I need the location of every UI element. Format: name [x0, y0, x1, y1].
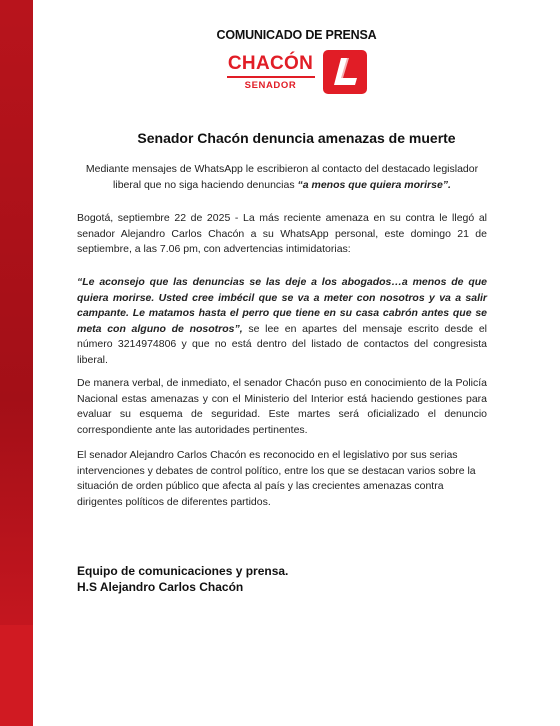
signature-name: H.S Alejandro Carlos Chacón	[77, 580, 244, 594]
logo-text	[227, 54, 315, 91]
threat-quote: “Le aconsejo que las denuncias se las deje a los abogados…a menos de que quiera morirse. Usted cree imbécil que se va a meter con nosotros y va a salir campante. Le matamos hasta el perro que tiene en su casa cabrón antes que se meta con alguno de nosotros”,	[77, 276, 487, 335]
lead-text: Mediante mensajes de WhatsApp le escribieron al contacto del destacado legislador liberal que no siga haciendo denuncias	[85, 163, 479, 191]
signature-team: Equipo de comunicaciones y prensa.	[77, 564, 289, 578]
lead-paragraph	[77, 162, 487, 193]
lead-emphasis: “a menos que quiera morirse”.	[297, 178, 451, 191]
left-red-stripe	[0, 0, 33, 726]
logo-divider	[227, 76, 315, 78]
senator-logo	[33, 50, 560, 94]
signature-block	[77, 563, 288, 595]
logo-name: CHACÓN	[227, 52, 314, 74]
paragraph-2-text: se lee en apartes del mensaje escrito desde el número 3214974806 y que no está dentro del listado de contactos del congresista liberal.	[77, 322, 487, 366]
letterhead	[33, 28, 560, 94]
press-release-label: COMUNICADO DE PRENSA	[216, 28, 377, 42]
paragraph-2	[77, 275, 487, 368]
logo-subtitle: SENADOR	[244, 79, 297, 91]
page-title: Senador Chacón denuncia amenazas de muerte	[137, 130, 456, 146]
paragraph-1: Bogotá, septiembre 22 de 2025 - La más reciente amenaza en su contra le llegó al senador Alejandro Carlos Chacón a su WhatsApp personal, este domingo 21 de septiembre, a las 7.06 pm, con advertencias intimidatorias:	[77, 212, 487, 255]
paragraph-3: De manera verbal, de inmediato, el senador Chacón puso en conocimiento de la Policía Nacional estas amenazas y con el Ministerio del Interior está haciendo gestiones para evaluar su esquema de seguridad. Este martes será oficializado el denuncio correspondiente ante las autoridades pertinentes.	[77, 377, 487, 436]
paragraph-4: El senador Alejandro Carlos Chacón es reconocido en el legislativo por sus serias intervenciones y debates de control político, entre los que se destacan varios sobre la situación de orden público que afecta al país y las crecientes amenazas contra dirigentes políticos de diferentes partidos.	[77, 449, 476, 508]
party-emblem-icon	[323, 50, 367, 94]
